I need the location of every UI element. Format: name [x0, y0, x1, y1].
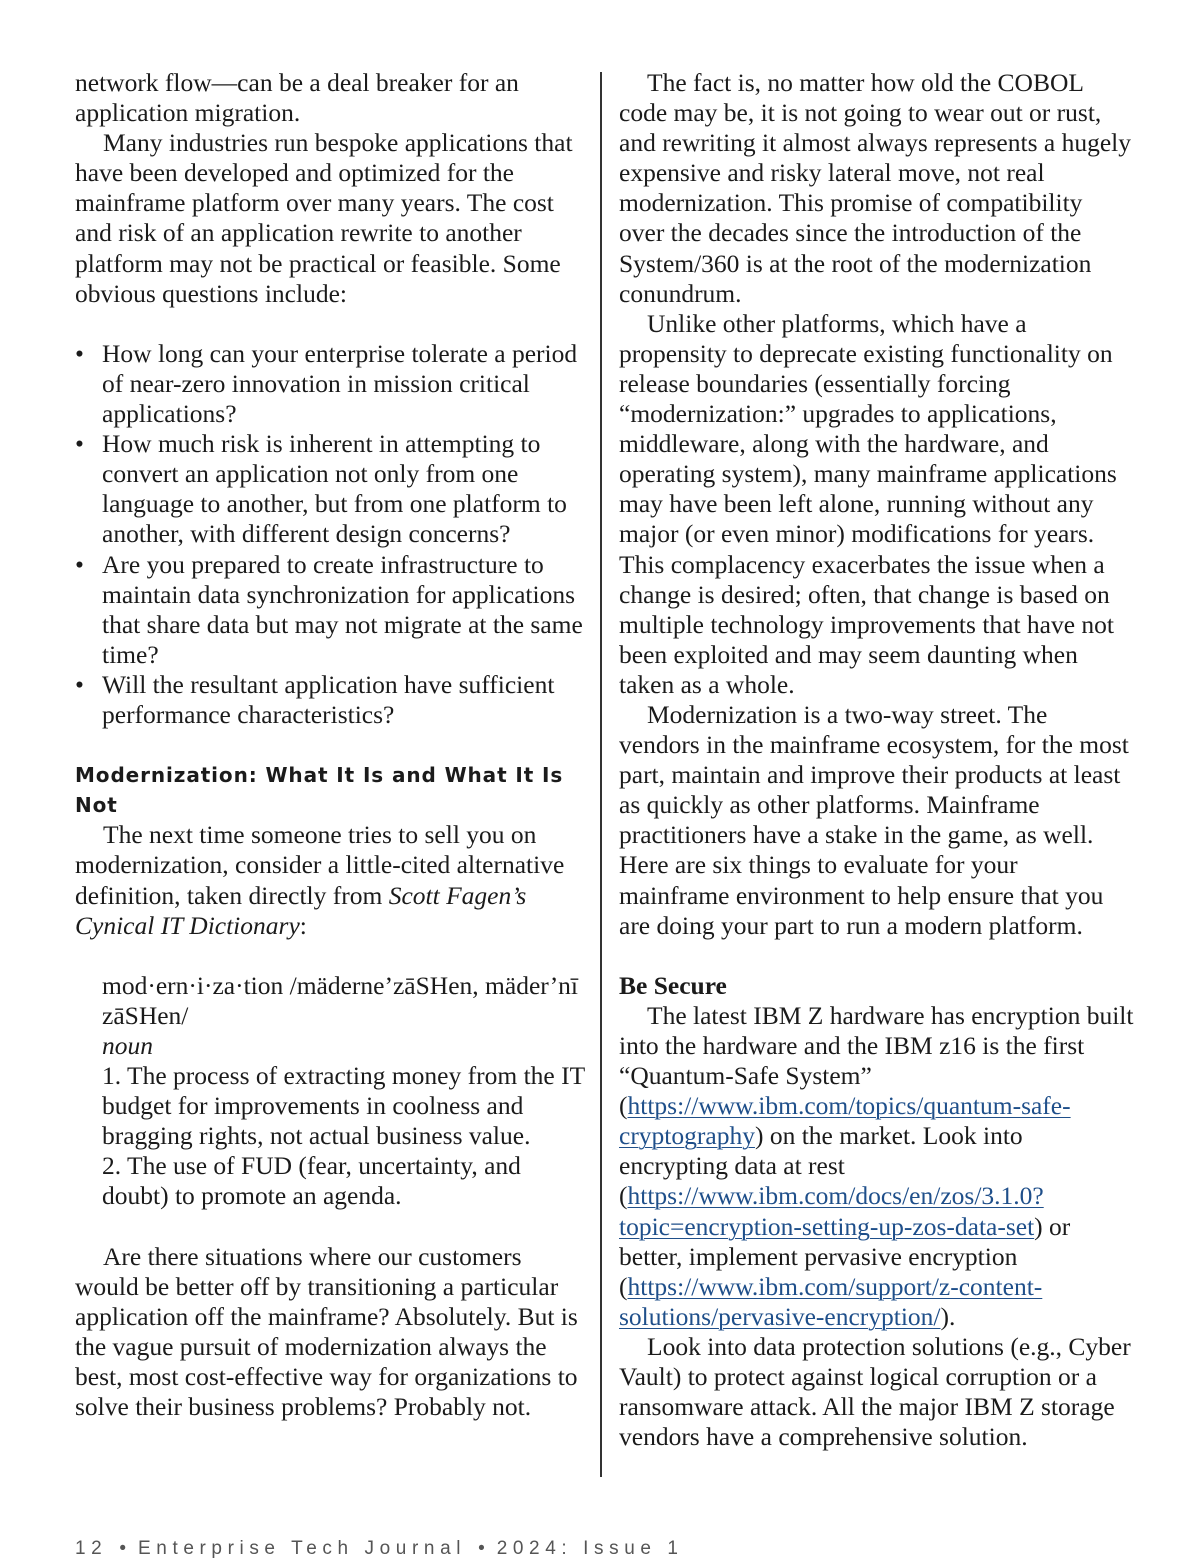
dictionary-intro-text: The next time someone tries to sell you on modernization, consider a little-cited alternative definition, taken directly from	[75, 820, 565, 910]
section-heading-be-secure: Be Secure	[619, 970, 727, 1000]
list-item	[75, 429, 585, 549]
bullet-icon: •	[75, 669, 84, 699]
footer-separator: •	[119, 1538, 126, 1559]
footer-separator: •	[478, 1538, 485, 1559]
bullet-icon: •	[75, 338, 84, 368]
encryption-text-d: ).	[940, 1301, 956, 1331]
dictionary-definition	[75, 971, 585, 1212]
encryption-text-b: ) on the market. Look into encrypting data at rest (	[619, 1121, 1023, 1211]
paragraph-network-flow: network flow—can be a deal breaker for an application migration.	[75, 68, 519, 128]
paragraph-bespoke-applications: Many industries run bespoke applications that have been developed and optimized for the mainframe platform over many years. The cost and risk of an application rewrite to another platform may not be practical or feasible. Some obvious questions include:	[75, 128, 573, 308]
list-item	[75, 339, 585, 429]
encryption-text-a: The latest IBM Z hardware has encryption built into the hardware and the IBM z16 is the first “Quantum-Safe System” (	[619, 1000, 1134, 1121]
left-column	[75, 68, 585, 1422]
data-at-rest-link[interactable]: https://www.ibm.com/docs/en/zos/3.1.0?topic=encryption-setting-up-zos-data-set	[619, 1181, 1044, 1241]
list-item-text: Will the resultant application have sufficient performance characteristics?	[102, 669, 555, 729]
bullet-icon: •	[75, 429, 84, 459]
encryption-text-c: ) or better, implement pervasive encryption (	[619, 1211, 1071, 1301]
paragraph-data-protection: Look into data protection solutions (e.g., Cyber Vault) to protect against logical corruption or a ransomware attack. All the major IBM Z storage vendors have a comprehensive solution.	[619, 1331, 1131, 1452]
definition-part-of-speech: noun	[102, 1031, 153, 1060]
dictionary-intro-end: :	[299, 910, 307, 940]
definition-sense-2: 2. The use of FUD (fear, uncertainty, and doubt) to promote an agenda.	[102, 1151, 521, 1211]
questions-list	[75, 339, 585, 730]
dictionary-source-title: Scott Fagen’s Cynical IT Dictionary	[75, 880, 527, 940]
paragraph-other-platforms: Unlike other platforms, which have a propensity to deprecate existing functionality on release boundaries (essentially forcing “modernization:” upgrades to applications, middleware, along with the hardware, and operating system), many mainframe applications may have been left alone, running without any major (or even minor) modifications for years. This complacency exacerbates the issue when a change is desired; often, that change is based on multiple technology improvements that have not been exploited and may seem daunting when taken as a whole.	[619, 308, 1117, 699]
publication-name: Enterprise Tech Journal	[138, 1538, 467, 1559]
definition-sense-1: 1. The process of extracting money from the IT budget for improvements in coolness and bragging rights, not actual business value.	[102, 1061, 585, 1151]
paragraph-two-way-street: Modernization is a two-way street. The vendors in the mainframe ecosystem, for the most part, maintain and improve their products at least as quickly as other platforms. Mainframe practitioners have a stake in the game, as well. Here are six things to evaluate for your mainframe environment to help ensure that you are doing your part to run a modern platform.	[619, 699, 1129, 940]
right-column	[619, 68, 1134, 1452]
page-number: 12	[75, 1538, 108, 1559]
definition-pronunciation: mod·ern·i·za·tion /mäderne’zāSHen, mäder’nī zāSHen/	[102, 970, 579, 1030]
paragraph-dictionary-intro	[75, 820, 585, 940]
list-item	[75, 550, 585, 670]
paragraph-encryption	[619, 1001, 1134, 1332]
paragraph-cobol: The fact is, no matter how old the COBOL code may be, it is not going to wear out or rust, and rewriting it almost always represents a hugely expensive and risky lateral move, not real modernization. This promise of compatibility over the decades since the introduction of the System/360 is at the root of the modernization conundrum.	[619, 68, 1131, 308]
list-item-text: How long can your enterprise tolerate a period of near-zero innovation in mission critical applications?	[102, 338, 578, 429]
list-item	[75, 670, 585, 730]
quantum-safe-link[interactable]: https://www.ibm.com/topics/quantum-safe-cryptography	[619, 1091, 1071, 1151]
page-footer	[75, 1538, 684, 1560]
column-divider	[600, 72, 602, 1477]
list-item-text: Are you prepared to create infrastructure to maintain data synchronization for applications that share data but may not migrate at the same time?	[102, 549, 583, 669]
list-item-text: How much risk is inherent in attempting to convert an application not only from one language to another, but from one platform to another, with different design concerns?	[102, 429, 567, 549]
issue-label: 2024: Issue 1	[496, 1538, 684, 1559]
pervasive-encryption-link[interactable]: https://www.ibm.com/support/z-content-solutions/pervasive-encryption/	[619, 1271, 1043, 1331]
section-heading-modernization: Modernization: What It Is and What It Is Not	[75, 763, 564, 818]
bullet-icon: •	[75, 549, 84, 579]
paragraph-situations: Are there situations where our customers would be better off by transitioning a particular application off the mainframe? Absolutely. But is the vague pursuit of modernization always the best, most cost-effective way for organizations to solve their business problems? Probably not.	[75, 1241, 578, 1422]
